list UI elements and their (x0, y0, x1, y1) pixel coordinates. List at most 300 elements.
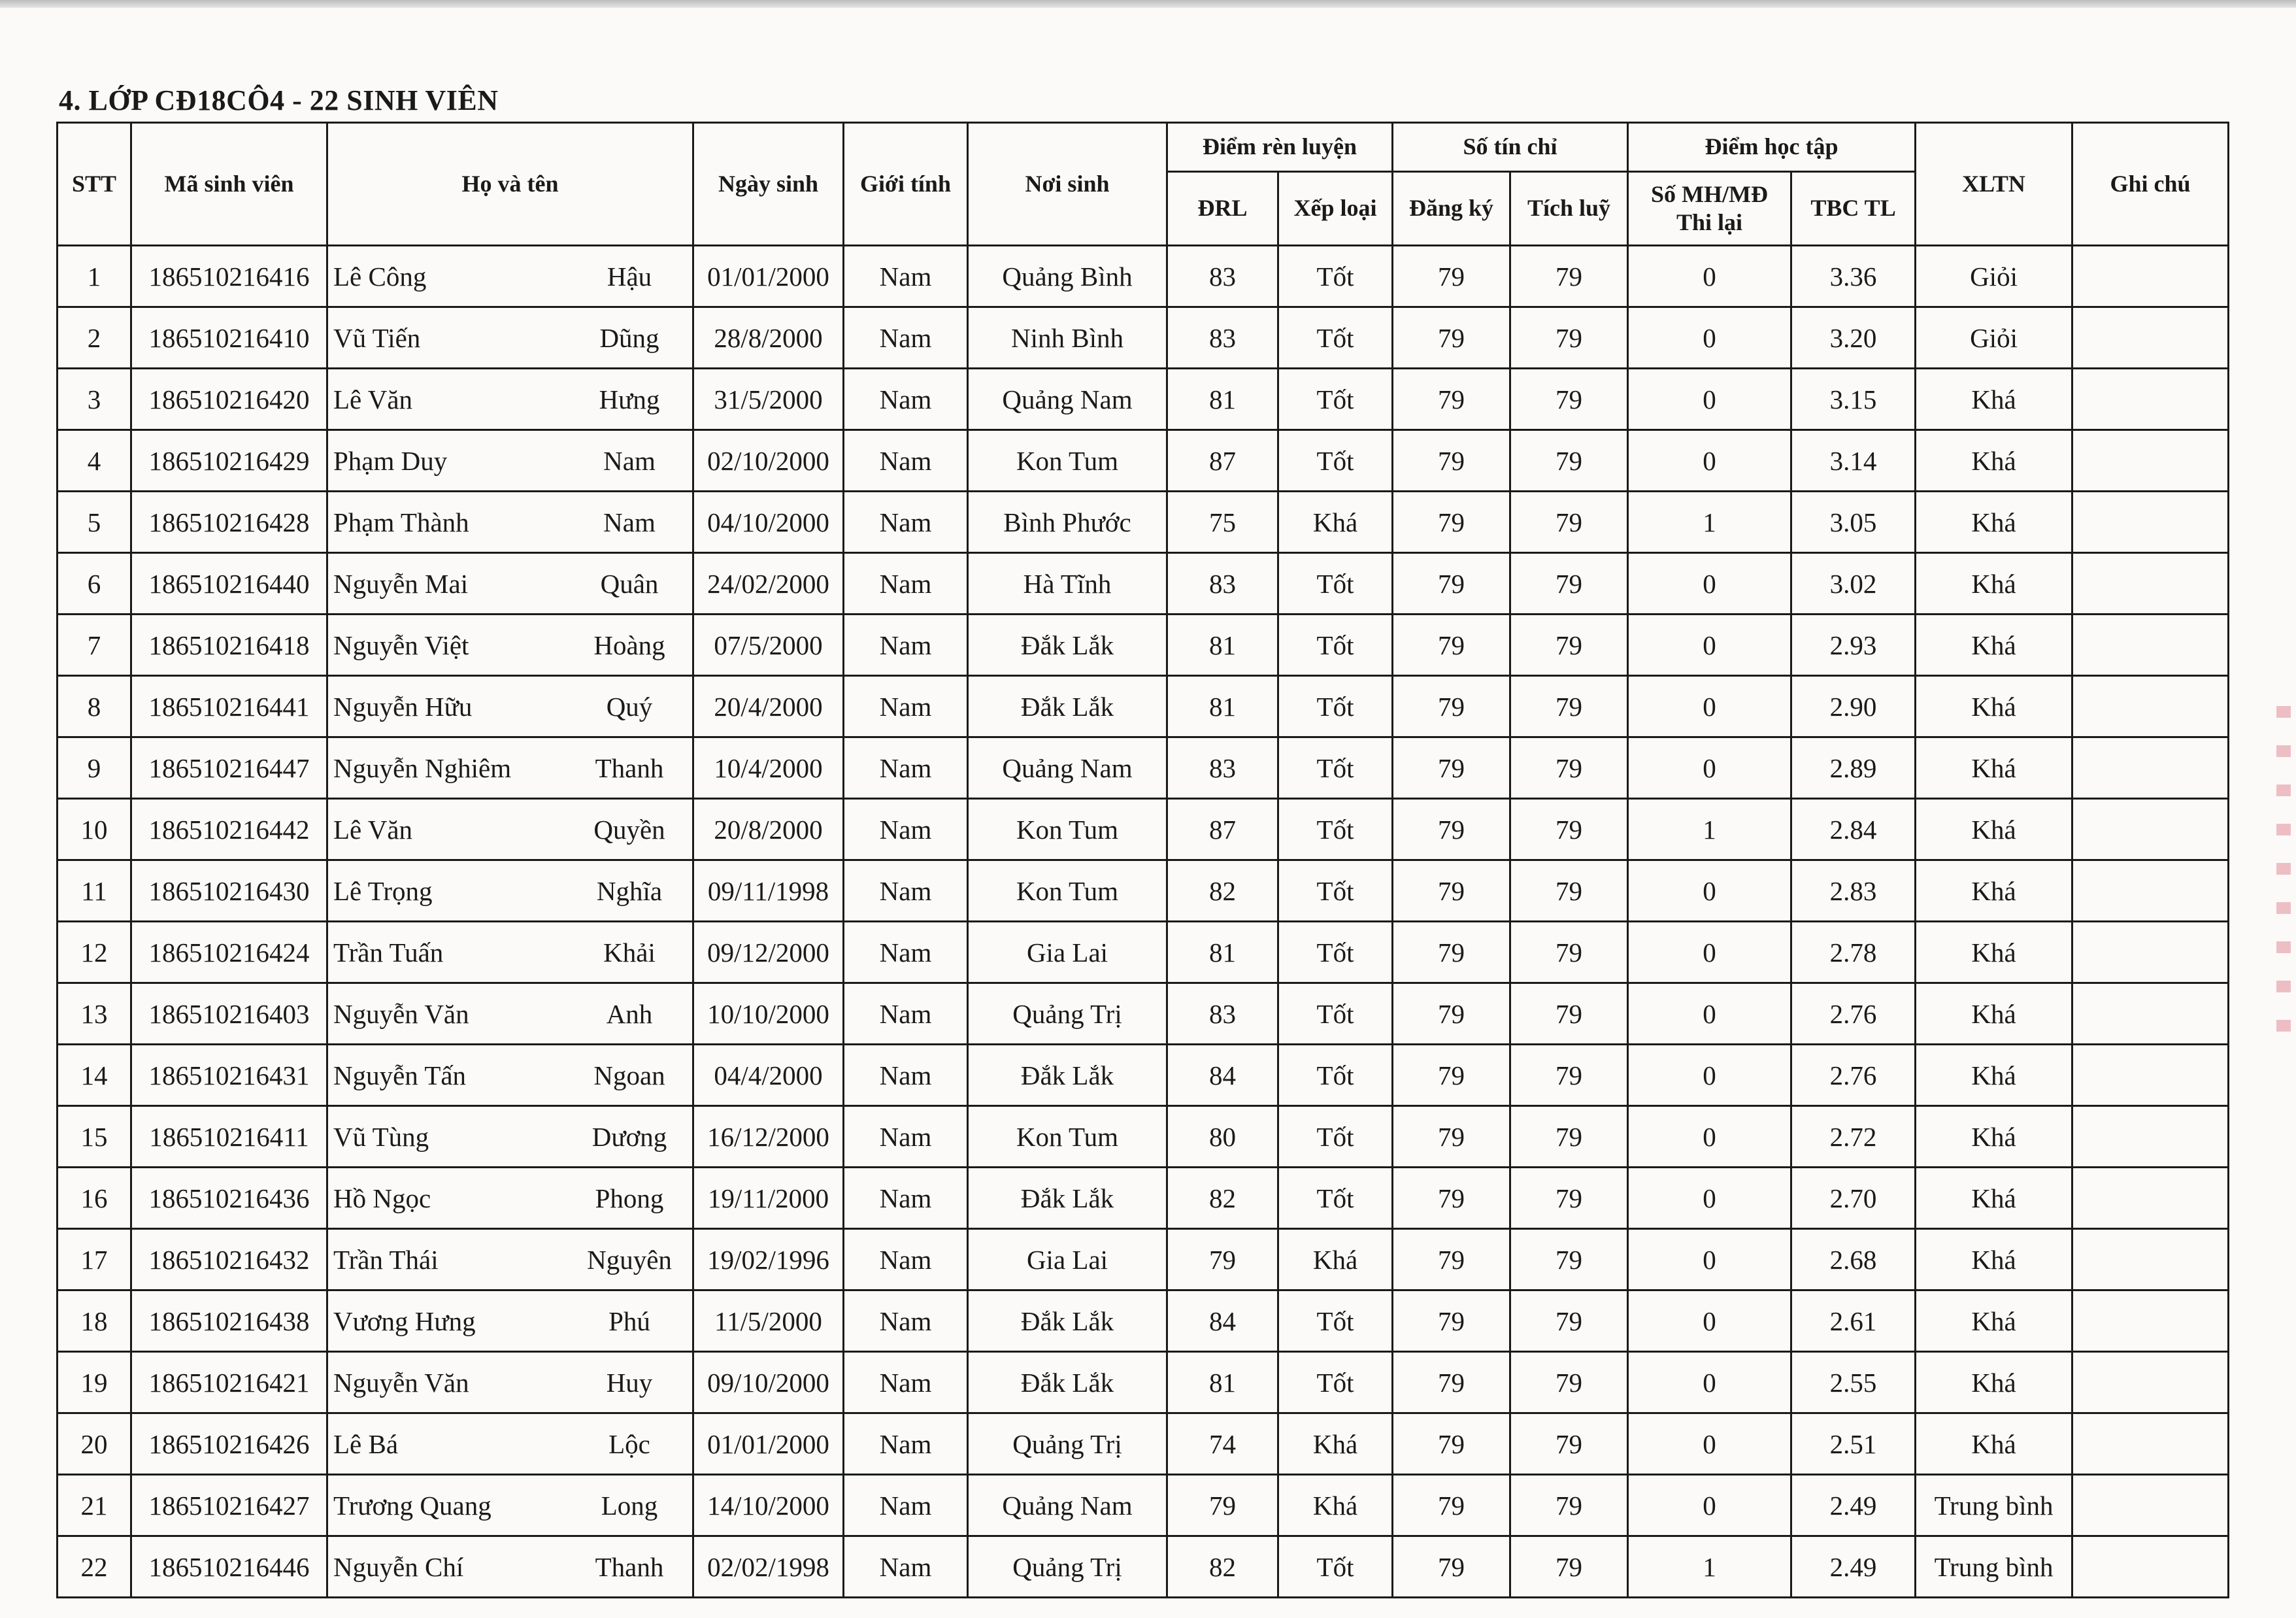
surname-text: Nguyễn Tấn (333, 1060, 467, 1090)
cell-note (2072, 922, 2229, 983)
student-roster-table (56, 122, 2229, 1598)
surname-text: Phạm Thành (333, 507, 469, 537)
cell-retake-count: 1 (1628, 492, 1791, 553)
cell-note (2072, 1290, 2229, 1352)
cell-classification: Khá (1916, 1413, 2072, 1475)
given-name-text: Hoàng (593, 630, 665, 660)
cell-credits-registered: 79 (1393, 492, 1510, 553)
cell-gpa: 2.84 (1791, 799, 1916, 860)
cell-dob: 31/5/2000 (693, 369, 844, 430)
section-title: 4. LỚP CĐ18CÔ4 - 22 SINH VIÊN (59, 84, 499, 116)
roster-body (58, 246, 2229, 1598)
header-academic-group: Điểm học tập (1628, 123, 1916, 172)
cell-retake-count: 0 (1628, 1413, 1791, 1475)
cell-gpa: 2.61 (1791, 1290, 1916, 1352)
surname-text: Trần Thái (333, 1244, 439, 1275)
cell-credits-registered: 79 (1393, 1352, 1510, 1413)
given-name-text: Thanh (595, 752, 664, 783)
table-row (58, 922, 2229, 983)
cell-conduct-rank: Tốt (1278, 983, 1393, 1045)
cell-classification: Khá (1916, 737, 2072, 799)
cell-full-name (327, 430, 693, 492)
cell-credits-accumulated: 79 (1510, 983, 1628, 1045)
cell-conduct-rank: Tốt (1278, 922, 1393, 983)
cell-classification: Khá (1916, 1290, 2072, 1352)
cell-dob: 01/01/2000 (693, 1413, 844, 1475)
cell-student-id: 186510216446 (131, 1536, 327, 1598)
cell-classification: Khá (1916, 553, 2072, 615)
red-stamp-edge-mark (2276, 706, 2291, 1046)
cell-credits-registered: 79 (1393, 860, 1510, 922)
cell-stt: 9 (58, 737, 131, 799)
cell-gender: Nam (844, 676, 968, 737)
cell-dob: 04/10/2000 (693, 492, 844, 553)
cell-stt: 8 (58, 676, 131, 737)
cell-credits-registered: 79 (1393, 676, 1510, 737)
cell-note (2072, 1045, 2229, 1106)
cell-conduct-rank: Tốt (1278, 799, 1393, 860)
cell-stt: 17 (58, 1229, 131, 1290)
cell-classification: Khá (1916, 1168, 2072, 1229)
cell-classification: Giỏi (1916, 307, 2072, 369)
cell-stt: 16 (58, 1168, 131, 1229)
table-row (58, 1536, 2229, 1598)
surname-text: Trần Tuấn (333, 937, 444, 968)
cell-note (2072, 1536, 2229, 1598)
cell-conduct-score: 79 (1167, 1229, 1278, 1290)
cell-stt: 4 (58, 430, 131, 492)
table-row (58, 1290, 2229, 1352)
table-row (58, 799, 2229, 860)
cell-gender: Nam (844, 430, 968, 492)
cell-student-id: 186510216410 (131, 307, 327, 369)
surname-text: Nguyễn Hữu (333, 691, 473, 722)
cell-gpa: 2.78 (1791, 922, 1916, 983)
cell-full-name (327, 799, 693, 860)
surname-text: Hồ Ngọc (333, 1183, 431, 1213)
given-name-text: Nghĩa (596, 875, 663, 906)
header-birthplace: Nơi sinh (968, 123, 1167, 246)
cell-birthplace: Gia Lai (968, 1229, 1167, 1290)
cell-stt: 22 (58, 1536, 131, 1598)
cell-gender: Nam (844, 1168, 968, 1229)
cell-retake-count: 0 (1628, 430, 1791, 492)
cell-dob: 02/10/2000 (693, 430, 844, 492)
cell-conduct-score: 84 (1167, 1290, 1278, 1352)
cell-birthplace: Gia Lai (968, 922, 1167, 983)
cell-full-name (327, 1352, 693, 1413)
cell-note (2072, 307, 2229, 369)
cell-dob: 04/4/2000 (693, 1045, 844, 1106)
cell-conduct-score: 83 (1167, 983, 1278, 1045)
cell-credits-registered: 79 (1393, 615, 1510, 676)
cell-credits-accumulated: 79 (1510, 737, 1628, 799)
given-name-text: Phú (608, 1306, 650, 1336)
cell-note (2072, 860, 2229, 922)
cell-conduct-rank: Tốt (1278, 737, 1393, 799)
given-name-text: Quý (606, 691, 653, 722)
given-name-text: Khải (603, 937, 656, 968)
given-name-text: Nam (603, 445, 656, 476)
cell-credits-accumulated: 79 (1510, 246, 1628, 307)
cell-gender: Nam (844, 1290, 968, 1352)
cell-conduct-score: 79 (1167, 1475, 1278, 1536)
cell-gpa: 2.49 (1791, 1536, 1916, 1598)
cell-full-name (327, 369, 693, 430)
table-row (58, 553, 2229, 615)
cell-credits-registered: 79 (1393, 1475, 1510, 1536)
surname-text: Nguyễn Nghiêm (333, 752, 512, 783)
cell-stt: 21 (58, 1475, 131, 1536)
cell-retake-count: 0 (1628, 1290, 1791, 1352)
cell-full-name (327, 307, 693, 369)
cell-credits-registered: 79 (1393, 1290, 1510, 1352)
cell-note (2072, 615, 2229, 676)
cell-conduct-score: 84 (1167, 1045, 1278, 1106)
cell-dob: 28/8/2000 (693, 307, 844, 369)
cell-note (2072, 983, 2229, 1045)
table-row (58, 737, 2229, 799)
cell-birthplace: Đắk Lắk (968, 1290, 1167, 1352)
cell-conduct-rank: Tốt (1278, 369, 1393, 430)
cell-gpa: 2.90 (1791, 676, 1916, 737)
cell-credits-accumulated: 79 (1510, 676, 1628, 737)
header-note: Ghi chú (2072, 123, 2229, 246)
cell-dob: 09/12/2000 (693, 922, 844, 983)
cell-birthplace: Ninh Bình (968, 307, 1167, 369)
cell-student-id: 186510216440 (131, 553, 327, 615)
given-name-text: Quân (600, 568, 659, 599)
given-name-text: Nguyên (587, 1244, 672, 1275)
cell-student-id: 186510216424 (131, 922, 327, 983)
cell-dob: 24/02/2000 (693, 553, 844, 615)
given-name-text: Nam (603, 507, 656, 537)
cell-retake-count: 0 (1628, 860, 1791, 922)
given-name-text: Quyền (593, 814, 665, 845)
cell-gpa: 2.70 (1791, 1168, 1916, 1229)
cell-gpa: 3.02 (1791, 553, 1916, 615)
cell-note (2072, 1413, 2229, 1475)
cell-note (2072, 676, 2229, 737)
cell-birthplace: Quảng Nam (968, 369, 1167, 430)
cell-student-id: 186510216438 (131, 1290, 327, 1352)
cell-gpa: 2.89 (1791, 737, 1916, 799)
cell-conduct-score: 82 (1167, 1536, 1278, 1598)
cell-credits-registered: 79 (1393, 1229, 1510, 1290)
table-row (58, 983, 2229, 1045)
cell-gpa: 2.68 (1791, 1229, 1916, 1290)
cell-stt: 18 (58, 1290, 131, 1352)
cell-conduct-score: 80 (1167, 1106, 1278, 1168)
cell-credits-registered: 79 (1393, 1106, 1510, 1168)
cell-retake-count: 0 (1628, 615, 1791, 676)
cell-gender: Nam (844, 1413, 968, 1475)
cell-credits-accumulated: 79 (1510, 922, 1628, 983)
cell-credits-accumulated: 79 (1510, 1168, 1628, 1229)
table-row (58, 369, 2229, 430)
cell-note (2072, 737, 2229, 799)
cell-note (2072, 799, 2229, 860)
table-row (58, 307, 2229, 369)
cell-gender: Nam (844, 553, 968, 615)
table-row (58, 1229, 2229, 1290)
header-gpa: TBC TL (1791, 172, 1916, 246)
cell-conduct-score: 83 (1167, 307, 1278, 369)
cell-conduct-score: 82 (1167, 1168, 1278, 1229)
cell-gender: Nam (844, 1352, 968, 1413)
cell-stt: 6 (58, 553, 131, 615)
cell-student-id: 186510216431 (131, 1045, 327, 1106)
cell-gender: Nam (844, 615, 968, 676)
surname-text: Nguyễn Chí (333, 1551, 464, 1582)
cell-full-name (327, 922, 693, 983)
header-stt: STT (58, 123, 131, 246)
cell-birthplace: Quảng Nam (968, 737, 1167, 799)
surname-text: Phạm Duy (333, 445, 448, 476)
cell-dob: 02/02/1998 (693, 1536, 844, 1598)
surname-text: Lê Văn (333, 814, 413, 845)
cell-note (2072, 369, 2229, 430)
cell-note (2072, 1106, 2229, 1168)
cell-credits-accumulated: 79 (1510, 1352, 1628, 1413)
cell-stt: 20 (58, 1413, 131, 1475)
cell-gpa: 3.14 (1791, 430, 1916, 492)
cell-retake-count: 0 (1628, 1106, 1791, 1168)
table-row (58, 1106, 2229, 1168)
cell-conduct-score: 81 (1167, 922, 1278, 983)
cell-note (2072, 553, 2229, 615)
given-name-text: Dũng (599, 322, 659, 353)
cell-dob: 16/12/2000 (693, 1106, 844, 1168)
cell-birthplace: Đắk Lắk (968, 615, 1167, 676)
cell-retake-count: 0 (1628, 1045, 1791, 1106)
cell-student-id: 186510216427 (131, 1475, 327, 1536)
cell-gender: Nam (844, 922, 968, 983)
surname-text: Nguyễn Việt (333, 630, 469, 660)
cell-full-name (327, 983, 693, 1045)
cell-student-id: 186510216421 (131, 1352, 327, 1413)
table-row (58, 860, 2229, 922)
cell-student-id: 186510216442 (131, 799, 327, 860)
cell-conduct-rank: Tốt (1278, 615, 1393, 676)
given-name-text: Hậu (607, 261, 652, 292)
cell-gender: Nam (844, 1536, 968, 1598)
given-name-text: Long (601, 1490, 658, 1521)
cell-conduct-score: 81 (1167, 615, 1278, 676)
cell-credits-accumulated: 79 (1510, 860, 1628, 922)
surname-text: Lê Trọng (333, 875, 433, 906)
scan-top-edge (0, 0, 2296, 8)
cell-birthplace: Quảng Trị (968, 1413, 1167, 1475)
cell-dob: 10/4/2000 (693, 737, 844, 799)
cell-retake-count: 0 (1628, 1352, 1791, 1413)
cell-conduct-rank: Tốt (1278, 1536, 1393, 1598)
table-row (58, 1475, 2229, 1536)
cell-dob: 19/11/2000 (693, 1168, 844, 1229)
cell-gender: Nam (844, 1045, 968, 1106)
cell-gpa: 3.36 (1791, 246, 1916, 307)
cell-full-name (327, 737, 693, 799)
surname-text: Nguyễn Văn (333, 1367, 469, 1398)
cell-retake-count: 0 (1628, 676, 1791, 737)
cell-retake-count: 0 (1628, 307, 1791, 369)
cell-conduct-rank: Tốt (1278, 1106, 1393, 1168)
cell-retake-count: 0 (1628, 983, 1791, 1045)
cell-classification: Giỏi (1916, 246, 2072, 307)
cell-gpa: 2.76 (1791, 1045, 1916, 1106)
cell-credits-registered: 79 (1393, 737, 1510, 799)
cell-student-id: 186510216436 (131, 1168, 327, 1229)
cell-note (2072, 430, 2229, 492)
cell-gpa: 2.72 (1791, 1106, 1916, 1168)
cell-student-id: 186510216418 (131, 615, 327, 676)
cell-credits-accumulated: 79 (1510, 1229, 1628, 1290)
cell-gender: Nam (844, 492, 968, 553)
cell-conduct-score: 74 (1167, 1413, 1278, 1475)
cell-dob: 07/5/2000 (693, 615, 844, 676)
cell-conduct-score: 81 (1167, 369, 1278, 430)
table-row (58, 492, 2229, 553)
cell-gender: Nam (844, 737, 968, 799)
table-row (58, 246, 2229, 307)
header-dob: Ngày sinh (693, 123, 844, 246)
cell-birthplace: Kon Tum (968, 799, 1167, 860)
cell-credits-accumulated: 79 (1510, 1290, 1628, 1352)
cell-classification: Trung bình (1916, 1536, 2072, 1598)
cell-dob: 11/5/2000 (693, 1290, 844, 1352)
cell-gender: Nam (844, 1106, 968, 1168)
cell-stt: 15 (58, 1106, 131, 1168)
surname-text: Trương Quang (333, 1490, 491, 1521)
cell-classification: Khá (1916, 492, 2072, 553)
given-name-text: Dương (591, 1121, 667, 1152)
cell-full-name (327, 1045, 693, 1106)
header-full-name: Họ và tên (327, 123, 693, 246)
cell-gpa: 3.05 (1791, 492, 1916, 553)
cell-gender: Nam (844, 1475, 968, 1536)
cell-student-id: 186510216430 (131, 860, 327, 922)
header-credits-accumulated: Tích luỹ (1510, 172, 1628, 246)
cell-gpa: 3.15 (1791, 369, 1916, 430)
cell-note (2072, 246, 2229, 307)
cell-dob: 01/01/2000 (693, 246, 844, 307)
cell-birthplace: Bình Phước (968, 492, 1167, 553)
cell-classification: Khá (1916, 922, 2072, 983)
cell-gpa: 2.55 (1791, 1352, 1916, 1413)
cell-birthplace: Quảng Nam (968, 1475, 1167, 1536)
cell-conduct-score: 83 (1167, 246, 1278, 307)
cell-credits-registered: 79 (1393, 307, 1510, 369)
cell-retake-count: 0 (1628, 737, 1791, 799)
cell-stt: 3 (58, 369, 131, 430)
cell-retake-count: 0 (1628, 1168, 1791, 1229)
cell-stt: 12 (58, 922, 131, 983)
cell-conduct-rank: Tốt (1278, 553, 1393, 615)
cell-conduct-score: 75 (1167, 492, 1278, 553)
cell-retake-count: 0 (1628, 1229, 1791, 1290)
cell-credits-registered: 79 (1393, 430, 1510, 492)
cell-credits-accumulated: 79 (1510, 307, 1628, 369)
cell-credits-registered: 79 (1393, 1045, 1510, 1106)
header-credits-group: Số tín chỉ (1393, 123, 1628, 172)
cell-credits-registered: 79 (1393, 983, 1510, 1045)
cell-credits-registered: 79 (1393, 553, 1510, 615)
cell-conduct-rank: Tốt (1278, 246, 1393, 307)
table-row (58, 430, 2229, 492)
surname-text: Vũ Tùng (333, 1121, 429, 1152)
cell-classification: Khá (1916, 1352, 2072, 1413)
cell-student-id: 186510216429 (131, 430, 327, 492)
surname-text: Nguyễn Văn (333, 998, 469, 1029)
cell-conduct-rank: Khá (1278, 492, 1393, 553)
cell-credits-registered: 79 (1393, 1413, 1510, 1475)
given-name-text: Phong (595, 1183, 664, 1213)
cell-birthplace: Quảng Bình (968, 246, 1167, 307)
cell-credits-accumulated: 79 (1510, 1413, 1628, 1475)
cell-student-id: 186510216403 (131, 983, 327, 1045)
cell-conduct-rank: Khá (1278, 1229, 1393, 1290)
given-name-text: Lộc (608, 1428, 650, 1459)
cell-retake-count: 0 (1628, 369, 1791, 430)
given-name-text: Huy (606, 1367, 653, 1398)
surname-text: Vương Hưng (333, 1306, 476, 1336)
cell-full-name (327, 1413, 693, 1475)
cell-stt: 1 (58, 246, 131, 307)
cell-gender: Nam (844, 983, 968, 1045)
cell-student-id: 186510216426 (131, 1413, 327, 1475)
cell-conduct-rank: Tốt (1278, 1290, 1393, 1352)
cell-classification: Khá (1916, 369, 2072, 430)
cell-gender: Nam (844, 369, 968, 430)
cell-full-name (327, 553, 693, 615)
cell-stt: 19 (58, 1352, 131, 1413)
cell-full-name (327, 1290, 693, 1352)
cell-gender: Nam (844, 307, 968, 369)
header-row-top (58, 123, 2229, 172)
cell-full-name (327, 1536, 693, 1598)
cell-full-name (327, 615, 693, 676)
cell-birthplace: Quảng Trị (968, 983, 1167, 1045)
cell-note (2072, 1352, 2229, 1413)
cell-birthplace: Đắk Lắk (968, 1352, 1167, 1413)
cell-classification: Khá (1916, 615, 2072, 676)
cell-classification: Khá (1916, 799, 2072, 860)
cell-conduct-score: 81 (1167, 676, 1278, 737)
cell-classification: Khá (1916, 983, 2072, 1045)
cell-conduct-rank: Tốt (1278, 307, 1393, 369)
cell-classification: Trung bình (1916, 1475, 2072, 1536)
cell-retake-count: 0 (1628, 922, 1791, 983)
given-name-text: Ngoan (593, 1060, 665, 1090)
cell-gpa: 2.76 (1791, 983, 1916, 1045)
header-conduct-group: Điểm rèn luyện (1167, 123, 1393, 172)
cell-conduct-rank: Tốt (1278, 1168, 1393, 1229)
header-credits-registered: Đăng ký (1393, 172, 1510, 246)
cell-conduct-rank: Tốt (1278, 676, 1393, 737)
cell-birthplace: Hà Tĩnh (968, 553, 1167, 615)
cell-credits-accumulated: 79 (1510, 492, 1628, 553)
cell-gpa: 2.51 (1791, 1413, 1916, 1475)
given-name-text: Anh (606, 998, 653, 1029)
cell-retake-count: 1 (1628, 1536, 1791, 1598)
cell-credits-accumulated: 79 (1510, 799, 1628, 860)
header-conduct-score: ĐRL (1167, 172, 1278, 246)
cell-conduct-rank: Tốt (1278, 1352, 1393, 1413)
cell-conduct-score: 87 (1167, 799, 1278, 860)
cell-birthplace: Quảng Trị (968, 1536, 1167, 1598)
cell-full-name (327, 676, 693, 737)
cell-student-id: 186510216441 (131, 676, 327, 737)
